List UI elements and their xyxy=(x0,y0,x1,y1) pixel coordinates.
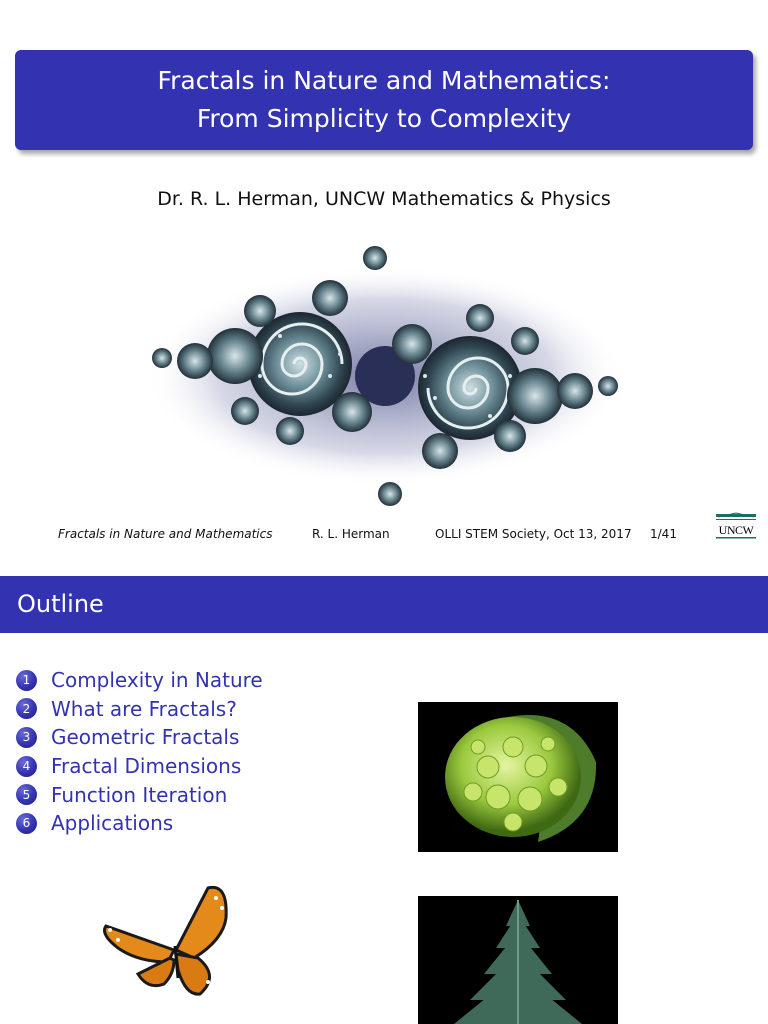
monarch-butterfly-image xyxy=(98,878,238,1000)
outline-link-geometric[interactable]: Geometric Fractals xyxy=(51,725,240,750)
outline-item[interactable] xyxy=(16,723,263,752)
outline-number-badge: 6 xyxy=(16,813,37,834)
outline-list xyxy=(16,666,263,838)
footer-author: R. L. Herman xyxy=(312,527,390,541)
section-title-bar xyxy=(0,576,768,633)
uncw-logo xyxy=(712,512,760,540)
outline-link-fractals[interactable]: What are Fractals? xyxy=(51,696,237,721)
section-title: Outline xyxy=(17,590,104,618)
outline-link-complexity[interactable]: Complexity in Nature xyxy=(51,668,263,693)
outline-link-dimensions[interactable]: Fractal Dimensions xyxy=(51,754,242,779)
romanesco-broccoli-image xyxy=(418,702,618,852)
outline-item[interactable] xyxy=(16,695,263,724)
outline-item[interactable] xyxy=(16,809,263,838)
outline-item[interactable] xyxy=(16,780,263,809)
outline-link-applications[interactable]: Applications xyxy=(51,811,174,836)
julia-fractal-image xyxy=(140,236,630,516)
fern-tree-image xyxy=(418,896,618,1024)
outline-link-iteration[interactable]: Function Iteration xyxy=(51,782,228,807)
uncw-logo-text: UNCW xyxy=(718,523,754,537)
footer-page-number: 1/41 xyxy=(650,527,677,541)
slide-title-line2: From Simplicity to Complexity xyxy=(196,104,572,133)
slide-title-line1: Fractals in Nature and Mathematics: xyxy=(157,66,611,95)
outline-item[interactable] xyxy=(16,752,263,781)
outline-number-badge: 1 xyxy=(16,670,37,691)
slide-title-box xyxy=(15,50,753,150)
footer-short-title: Fractals in Nature and Mathematics xyxy=(58,527,273,541)
author-line: Dr. R. L. Herman, UNCW Mathematics & Physics xyxy=(157,188,611,210)
outline-item[interactable] xyxy=(16,666,263,695)
footer-event: OLLI STEM Society, Oct 13, 2017 xyxy=(435,527,632,541)
outline-number-badge: 3 xyxy=(16,727,37,748)
outline-number-badge: 5 xyxy=(16,784,37,805)
outline-number-badge: 2 xyxy=(16,698,37,719)
outline-number-badge: 4 xyxy=(16,756,37,777)
